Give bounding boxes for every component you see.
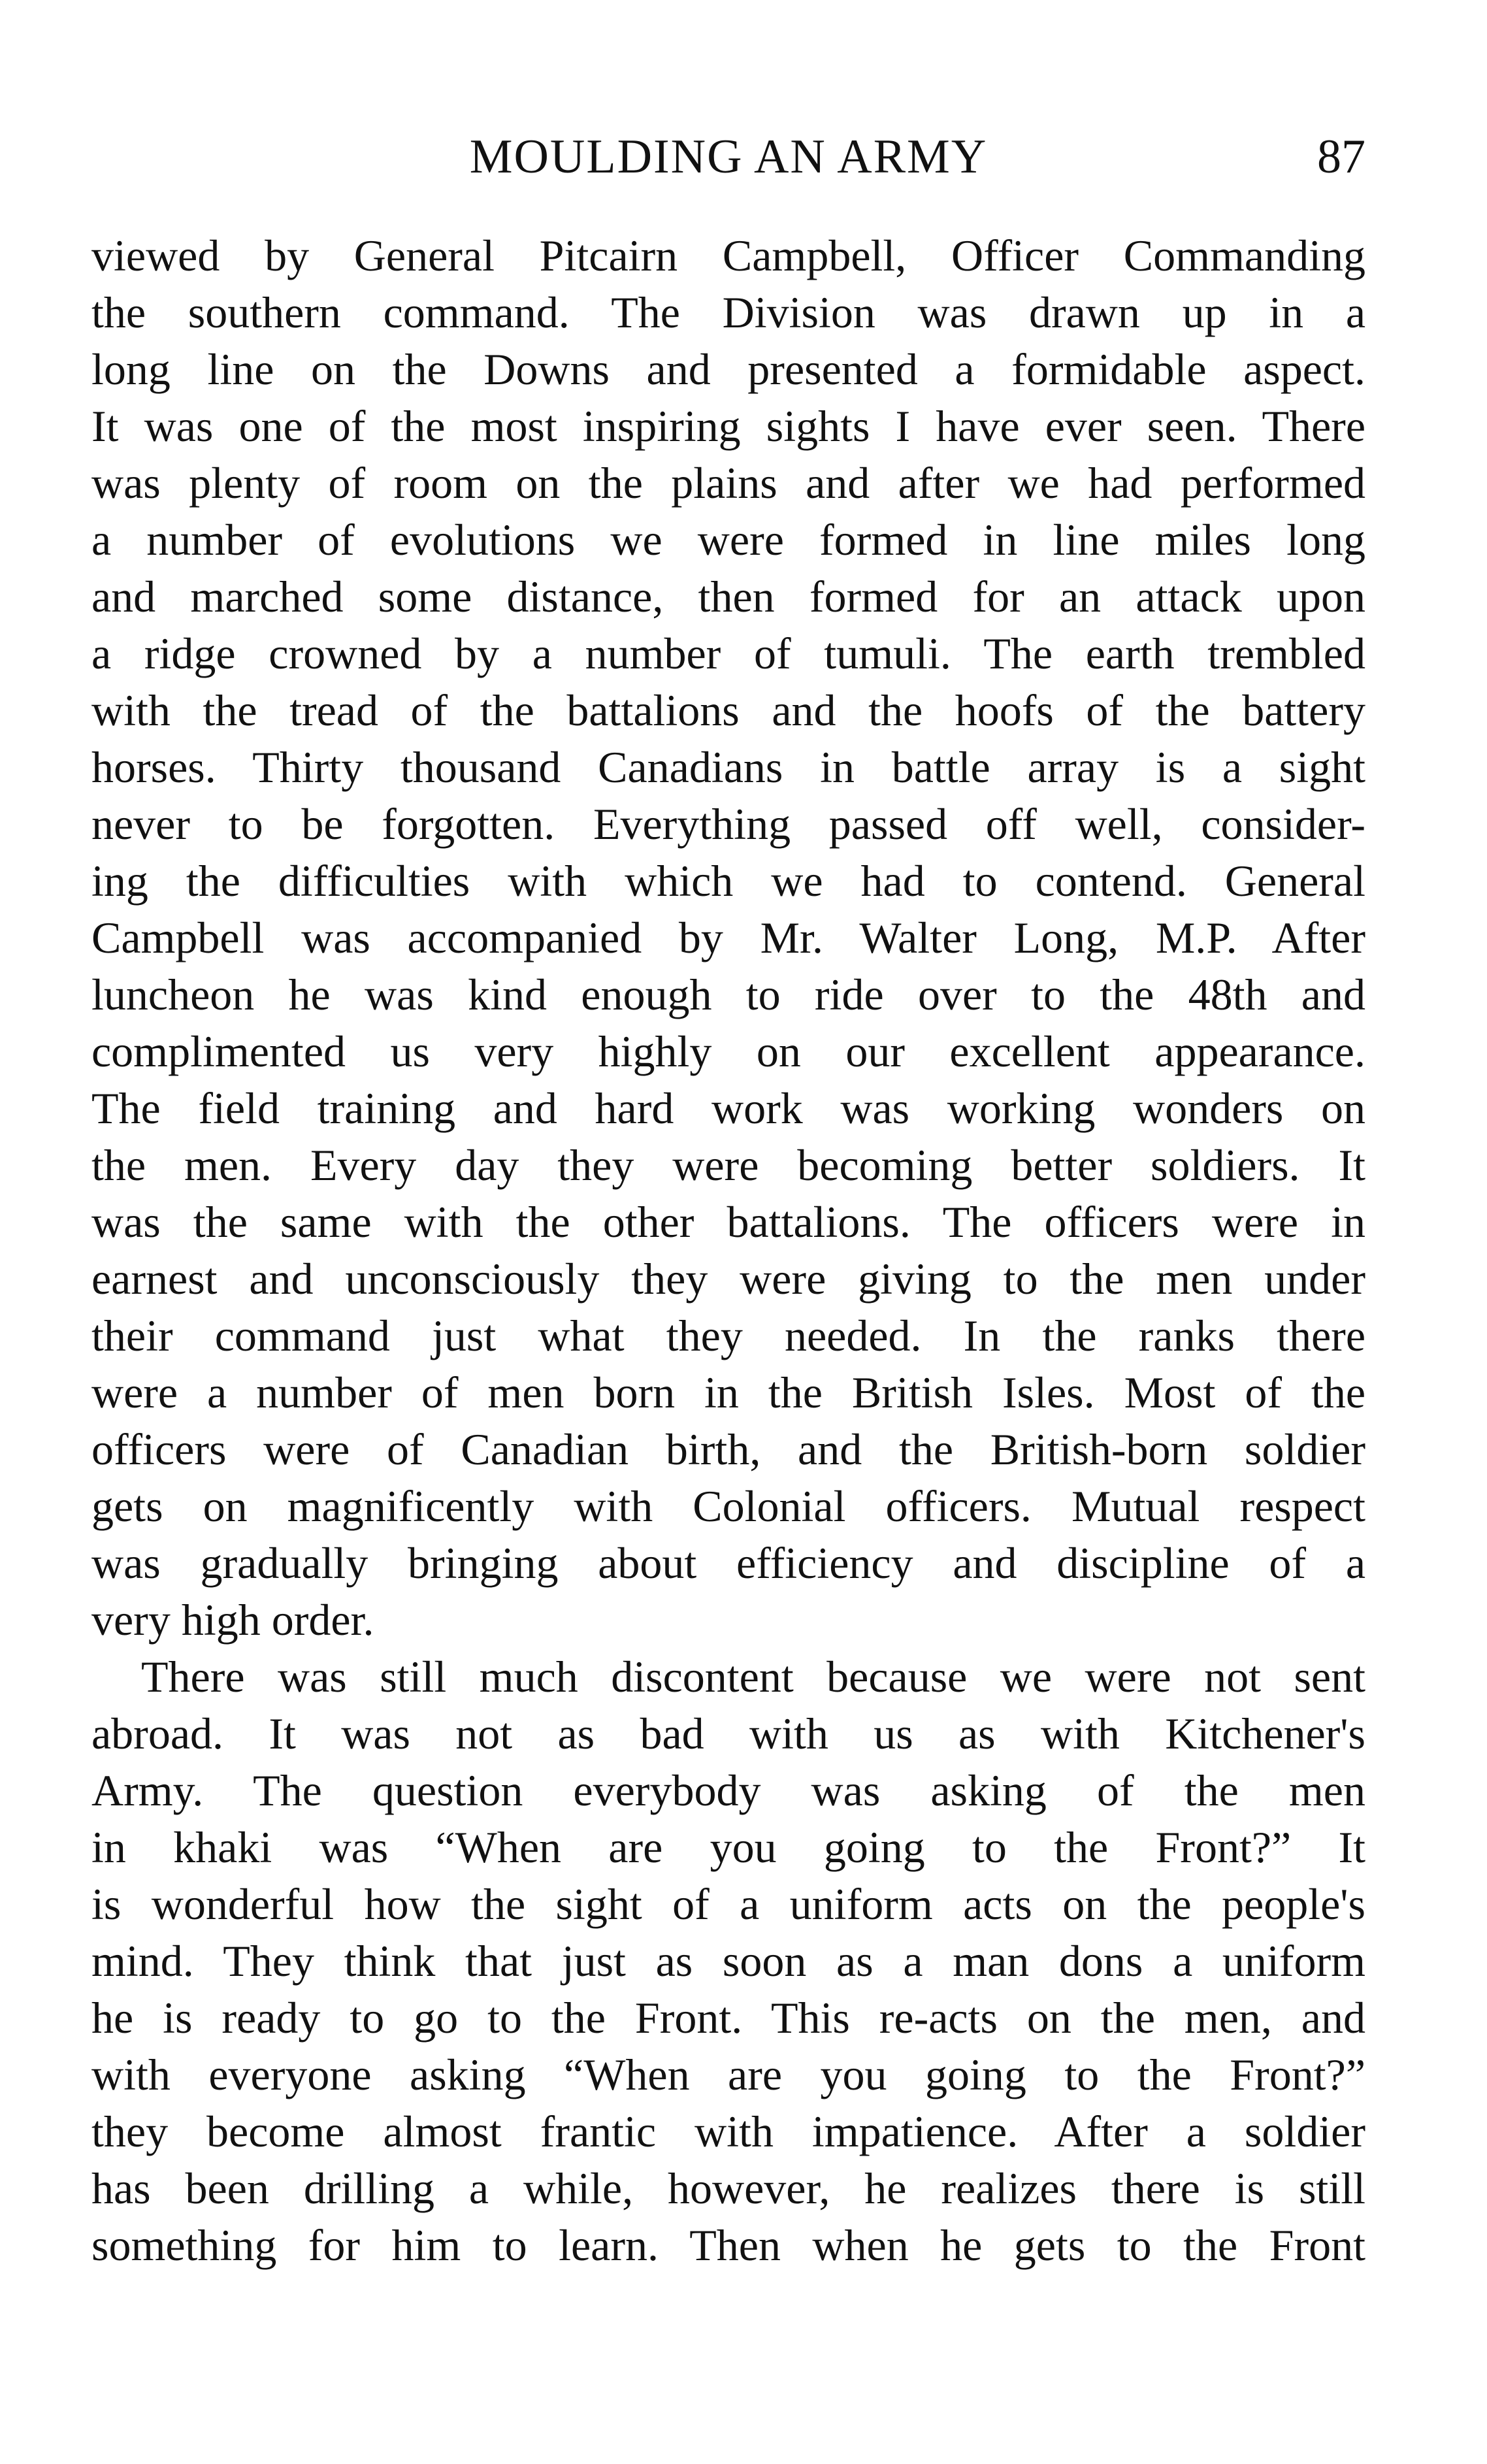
text-line: and marched some distance, then formed for an attack upon: [91, 572, 1365, 621]
text-line: The field training and hard work was working wonders on: [91, 1083, 1365, 1133]
text-line: officers were of Canadian birth, and the British-born soldier: [91, 1424, 1365, 1474]
text-line: was gradually bringing about efficiency and discipline of a: [91, 1538, 1365, 1588]
text-line: was the same with the other battalions. The officers were in: [91, 1197, 1365, 1247]
text-line: viewed by General Pitcairn Campbell, Officer Commanding: [91, 231, 1365, 280]
text-line: earnest and unconsciously they were giving to the men under: [91, 1254, 1365, 1304]
running-head: [91, 127, 1365, 186]
paragraph-2: [91, 1649, 1365, 2274]
text-line: a ridge crowned by a number of tumuli. The earth trembled: [91, 629, 1365, 678]
text-line: their command just what they needed. In the ranks there: [91, 1311, 1365, 1360]
text-line: ing the difficulties with which we had to contend. General: [91, 856, 1365, 906]
text-line: long line on the Downs and presented a formidable aspect.: [91, 344, 1365, 394]
text-line: has been drilling a while, however, he realizes there is still: [91, 2163, 1365, 2213]
text-line: he is ready to go to the Front. This re-acts on the men, and: [91, 1993, 1365, 2043]
text-line: gets on magnificently with Colonial officers. Mutual respect: [91, 1481, 1365, 1531]
text-line: abroad. It was not as bad with us as with Kitchener's: [91, 1709, 1365, 1758]
text-line: the southern command. The Division was drawn up in a: [91, 287, 1365, 337]
text-line: something for him to learn. Then when he gets to the Front: [91, 2220, 1365, 2270]
text-line: with the tread of the battalions and the hoofs of the battery: [91, 685, 1365, 735]
text-line: luncheon he was kind enough to ride over to the 48th and: [91, 970, 1365, 1019]
text-line: a number of evolutions we were formed in line miles long: [91, 515, 1365, 565]
text-line: It was one of the most inspiring sights I have ever seen. There: [91, 401, 1365, 451]
text-line: very high order.: [91, 1595, 374, 1645]
text-line: was plenty of room on the plains and after we had performed: [91, 458, 1365, 508]
text-line: the men. Every day they were becoming better soldiers. It: [91, 1140, 1365, 1190]
text-line: Campbell was accompanied by Mr. Walter Long, M.P. After: [91, 913, 1365, 962]
text-line: There was still much discontent because we were not sent: [141, 1652, 1365, 1701]
body-text: [91, 227, 1365, 2274]
text-line: is wonderful how the sight of a uniform acts on the people's: [91, 1879, 1365, 1929]
page-number: 87: [1317, 130, 1365, 184]
text-line: mind. They think that just as soon as a man dons a uniform: [91, 1936, 1365, 1986]
text-line: never to be forgotten. Everything passed off well, consider-: [91, 799, 1365, 849]
paragraph-1: [91, 227, 1365, 1649]
text-line: in khaki was “When are you going to the Front?” It: [91, 1822, 1365, 1872]
text-line: with everyone asking “When are you going to the Front?”: [91, 2050, 1365, 2099]
text-line: horses. Thirty thousand Canadians in battle array is a sight: [91, 742, 1365, 792]
chapter-title: MOULDING AN ARMY: [469, 130, 988, 184]
text-line: Army. The question everybody was asking of the men: [91, 1766, 1365, 1815]
text-line: they become almost frantic with impatience. After a soldier: [91, 2107, 1365, 2156]
text-line: were a number of men born in the British Isles. Most of the: [91, 1368, 1365, 1417]
text-line: complimented us very highly on our excellent appearance.: [91, 1027, 1365, 1076]
